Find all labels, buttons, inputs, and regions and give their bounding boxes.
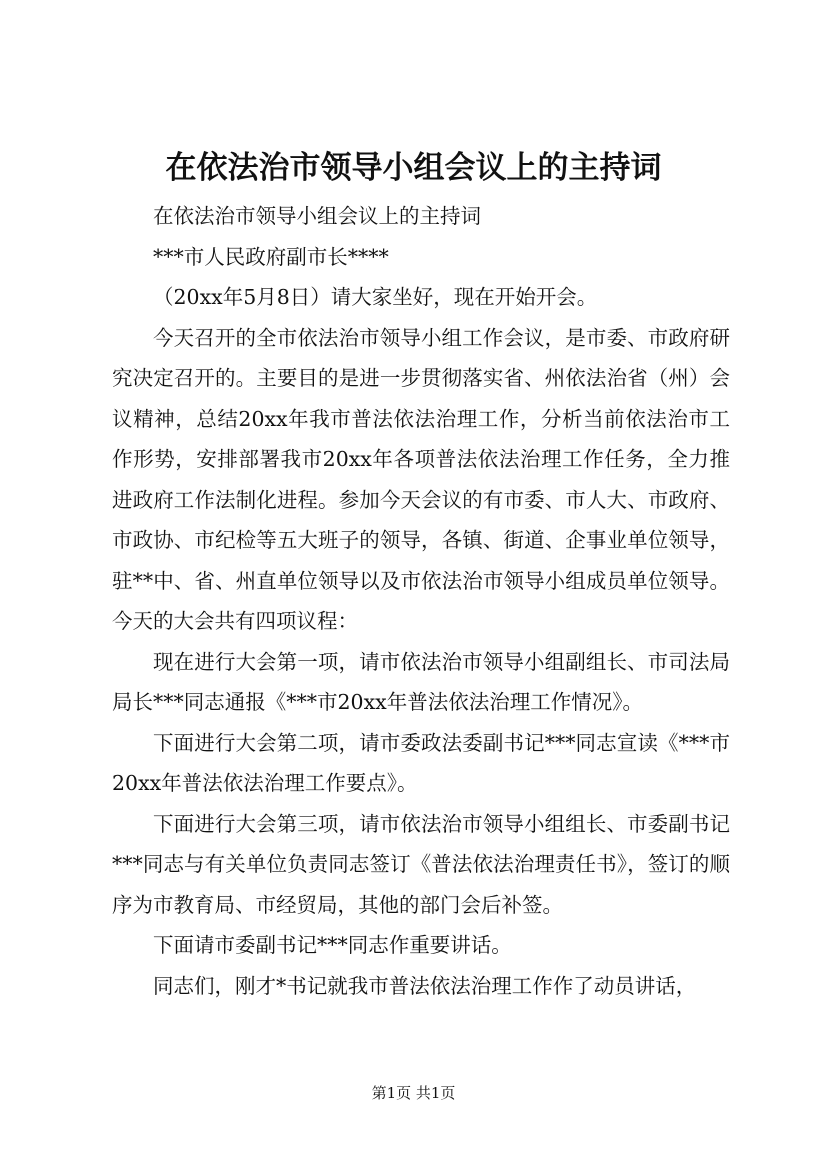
- paragraph-agenda-2: 下面进行大会第二项，请市委政法委副书记***同志宣读《***市20xx年普法依法治理工作要点》。: [112, 730, 730, 795]
- paragraph-introduction: 今天召开的全市依法治市领导小组工作会议，是市委、市政府研究决定召开的。主要目的是进一步贯彻落实省、州依法治省（州）会议精神，总结20xx年我市普法依法治理工作，分析当前依法治市工作形势，安排部署我市20xx年各项普法依法治理工作任务，全力推进政府工作法制化进程。参加今天会议的有市委、市人大、市政府、市政协、市纪检等五大班子的领导，各镇、街道、企事业单位领导，驻**中、省、州直单位领导以及市依法治市领导小组成员单位领导。今天的大会共有四项议程：: [112, 325, 730, 633]
- document-title: 在依法治市领导小组会议上的主持词: [165, 150, 662, 186]
- paragraph-agenda-1: 现在进行大会第一项，请市依法治市领导小组副组长、市司法局局长***同志通报《***市20xx年普法依法治理工作情况》。: [112, 649, 730, 714]
- paragraph-opening: （20xx年5月8日）请大家坐好，现在开始开会。: [153, 285, 598, 309]
- paragraph-speaker: ***市人民政府副市长****: [153, 244, 389, 269]
- document-body: [112, 196, 730, 1006]
- paragraph-closing: 同志们，刚才*书记就我市普法依法治理工作作了动员讲话，: [153, 973, 697, 998]
- paragraph-agenda-3: 下面进行大会第三项，请市依法治市领导小组组长、市委副书记***同志与有关单位负责同志签订《普法依法治理责任书》，签订的顺序为市教育局、市经贸局，其他的部门会后补签。: [112, 811, 730, 917]
- paragraph-subtitle: 在依法治市领导小组会议上的主持词: [153, 204, 481, 228]
- paragraph-agenda-4: 下面请市委副书记***同志作重要讲话。: [153, 933, 512, 957]
- page-number-footer: 第1页 共1页: [371, 1084, 456, 1102]
